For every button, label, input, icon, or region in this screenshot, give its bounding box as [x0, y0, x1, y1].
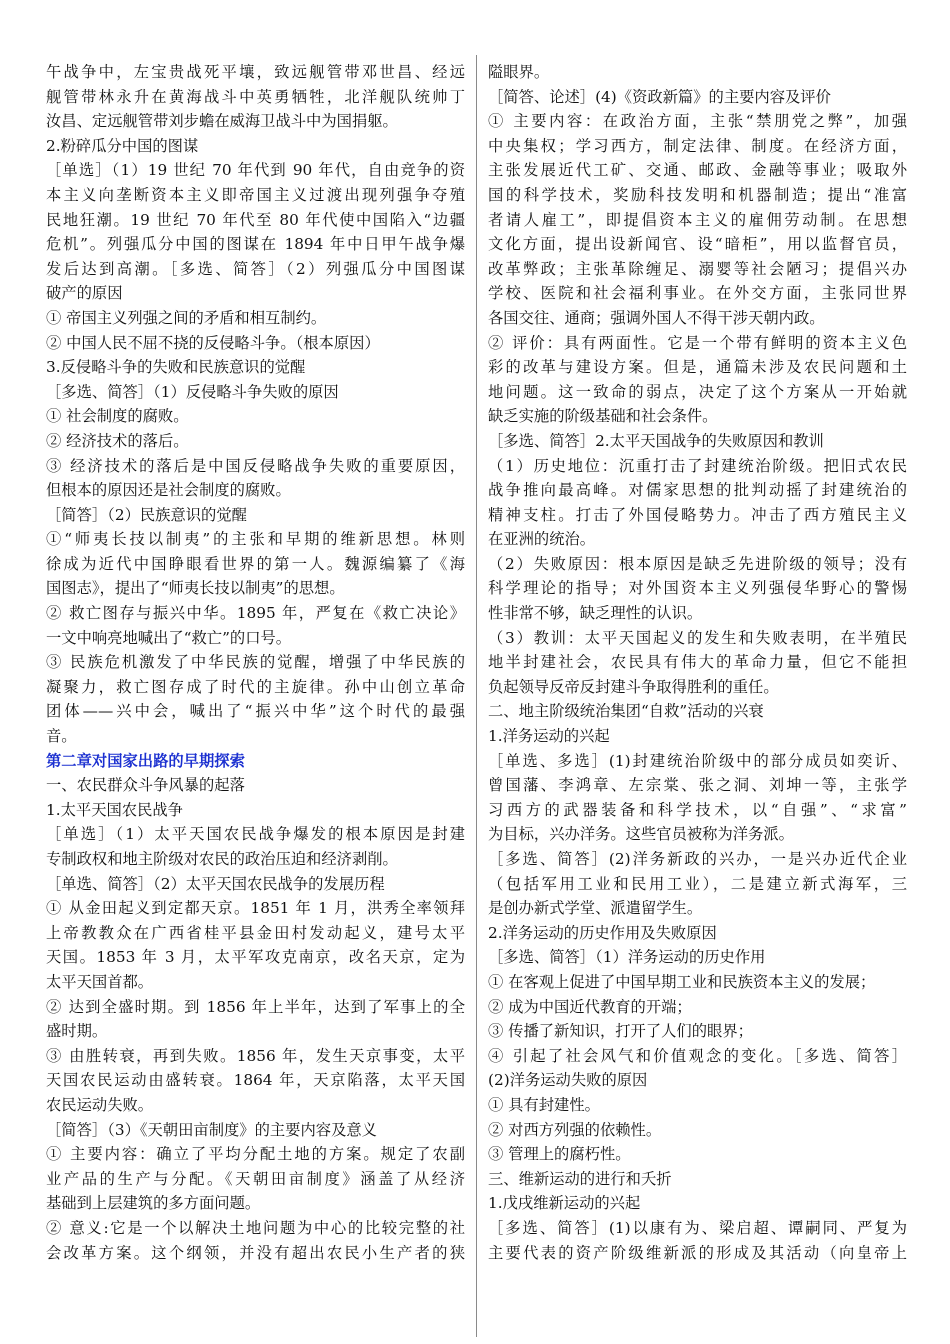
text-line: 本主义向垄断资本主义即帝国主义过渡出现列强争夺殖 — [46, 185, 465, 204]
text-line: 汝昌、定远舰管带刘步蟾在威海卫战斗中为国捐躯。 — [46, 112, 398, 131]
text-line: 地半封建社会，农民具有伟大的革命力量，但它不能担 — [488, 653, 907, 672]
text-line: 太平天国首都。 — [46, 972, 154, 991]
text-line: 舰管带林永升在黄海战斗中英勇牺牲，北洋舰队统帅丁 — [46, 87, 465, 106]
text-line: 地问题。这一致命的弱点，决定了这个方案从一开始就 — [488, 382, 907, 401]
text-line: 战争推向最高峰。对儒家思想的批判动摇了封建统治的 — [488, 481, 907, 500]
text-line: 文化方面，提出设新闻官、设“暗柜”，用以监督官员， — [488, 235, 907, 254]
text-line: 国图志》，提出了“师夷长技以制夷”的思想。 — [46, 579, 345, 598]
text-line: ④ 引起了社会风气和价值观念的变化。［多选、简答］ — [488, 1046, 907, 1065]
text-line: ② 救亡图存与振兴中华。1895 年，严复在《救亡决论》 — [46, 604, 465, 623]
text-line: 彩的改革与建设方案。但是，通篇未涉及农民问题和土 — [488, 358, 907, 377]
text-line: ② 意义:它是一个以解决土地问题为中心的比较完整的社 — [46, 1218, 465, 1237]
text-line: ① 帝国主义列强之间的矛盾和相互制约。 — [46, 308, 327, 327]
text-line: 发后达到高潮。［多选、简答］（2）列强瓜分中国图谋 — [46, 259, 465, 278]
text-line: 精神支柱。打击了外国侵略势力。冲击了西方殖民主义 — [488, 505, 907, 524]
text-line: 团体——兴中会，喊出了“振兴中华”这个时代的最强 — [46, 702, 465, 721]
text-line: ①“师夷长技以制夷”的主张和早期的维新思想。林则 — [46, 530, 465, 549]
text-line: 主张发展近代工矿、交通、邮政、金融等事业；吸取外 — [488, 161, 907, 180]
text-line: 学校、医院和社会福利事业。在外交方面，主张同世界 — [488, 284, 907, 303]
text-line: 各国交往、通商；强调外国人不得干涉天朝内政。 — [488, 308, 825, 327]
text-line: 破产的原因 — [46, 284, 123, 303]
text-line: 天国农民运动由盛转衰。1864 年，天京陷落，太平天国 — [46, 1071, 465, 1090]
text-line: 二、地主阶级统治集团“自救”活动的兴衰 — [488, 702, 764, 721]
text-line: （1）历史地位：沉重打击了封建统治阶级。把旧式农民 — [488, 456, 907, 475]
text-line: 隘眼界。 — [488, 63, 550, 81]
text-line: 危机”。列强瓜分中国的图谋在 1894 年中日甲午战争爆 — [46, 235, 465, 254]
text-line: （2）失败原因：根本原因是缺乏先进阶级的领导；没有 — [488, 554, 907, 573]
text-line: 国的科学技术，奖励科技发明和机器制造；提出“准富 — [488, 185, 907, 204]
text-line: 基础到上层建筑的多方面问题。 — [46, 1194, 261, 1213]
text-line: ② 中国人民不屈不挠的反侵略斗争。（根本原因） — [46, 333, 380, 352]
text-line: 一、农民群众斗争风暴的起落 — [46, 776, 245, 795]
text-line: 曾国藩、李鸿章、左宗棠、张之洞、刘坤一等，主张学 — [488, 776, 907, 795]
text-line: ① 主要内容：确立了平均分配土地的方案。规定了农副 — [46, 1145, 465, 1164]
text-line: ① 主要内容：在政治方面，主张“禁朋党之弊”，加强 — [488, 112, 907, 131]
text-line: ③ 由胜转衰，再到失败。1856 年，发生天京事变，太平 — [46, 1046, 465, 1065]
text-line: 农民运动失败。 — [46, 1095, 154, 1114]
text-line: 2.洋务运动的历史作用及失败原因 — [488, 923, 717, 942]
text-line: ③ 传播了新知识，打开了人们的眼界； — [488, 1022, 753, 1041]
text-line: 民地狂潮。19 世纪 70 年代至 80 年代使中国陷入“边疆 — [46, 210, 465, 229]
text-line: ［单选、多选］(1)封建统治阶级中的部分成员如奕䜣、 — [488, 751, 907, 770]
text-line: ③ 管理上的腐朽性。 — [488, 1145, 631, 1164]
text-line: 主要代表的资产阶级维新派的形成及其活动（向皇帝上 — [488, 1243, 907, 1262]
text-line: 中央集权；学习西方，制定法律、制度。在经济方面， — [488, 136, 907, 155]
text-line: ③ 民族危机激发了中华民族的觉醒，增强了中华民族的 — [46, 653, 465, 672]
text-line: 缺乏实施的阶级基础和社会条件。 — [488, 407, 718, 426]
text-line: 专制政权和地主阶级对农民的政治压迫和经济剥削。 — [46, 850, 398, 868]
text-line: ① 在客观上促进了中国早期工业和民族资本主义的发展； — [488, 972, 876, 991]
text-line: ［多选、简答］（1）反侵略斗争失败的原因 — [46, 382, 339, 401]
text-line: 上帝教教众在广西省桂平县金田村发动起义，建号太平 — [46, 923, 465, 942]
text-line: 但根本的原因还是社会制度的腐败。 — [46, 481, 291, 500]
text-line: 音。 — [46, 727, 77, 746]
text-line: （3）教训：太平天国起义的发生和失败表明，在半殖民 — [488, 628, 907, 647]
text-line: ［简答］（3）《天朝田亩制度》的主要内容及意义 — [46, 1120, 377, 1139]
text-line: 天国。1853 年 3 月，太平军攻克南京，改名天京，定为 — [46, 948, 465, 967]
left-column — [46, 60, 465, 1265]
text-line: 徐成为近代中国睁眼看世界的第一人。魏源编纂了《海 — [46, 554, 465, 573]
text-line: 科学理论的指导；对外国资本主义列强侵华野心的警惕 — [488, 579, 907, 598]
text-line: 在亚洲的统治。 — [488, 530, 596, 549]
text-line: 为目标，兴办洋务。这些官员被称为洋务派。 — [488, 825, 794, 844]
text-line: ② 对西方列强的依赖性。 — [488, 1120, 662, 1139]
chapter-heading: 第二章对国家出路的早期探索 — [46, 751, 245, 770]
text-line: ① 社会制度的腐败。 — [46, 407, 189, 426]
text-line: 业产品的生产与分配。《天朝田亩制度》涵盖了从经济 — [46, 1169, 465, 1188]
text-line: 午战争中，左宝贵战死平壤，致远舰管带邓世昌、经远 — [46, 63, 465, 81]
right-column — [488, 60, 907, 1265]
text-line: ［多选、简答］2.太平天国战争的失败原因和教训 — [488, 431, 824, 450]
text-line: 负起领导反帝反封建斗争取得胜利的重任。 — [488, 677, 779, 696]
text-line: ② 经济技术的落后。 — [46, 431, 189, 450]
text-line: ［单选］（1）太平天国农民战争爆发的根本原因是封建 — [46, 825, 465, 844]
text-line: 1.洋务运动的兴起 — [488, 727, 610, 746]
text-line: 性非常不够，缺乏理性的认识。 — [488, 604, 703, 623]
text-line: 2.粉碎瓜分中国的图谋 — [46, 136, 199, 155]
text-line: (2)洋务运动失败的原因 — [488, 1071, 648, 1090]
text-line: 者请人雇工”，即提倡资本主义的雇佣劳动制。在思想 — [488, 210, 907, 229]
text-line: ① 具有封建性。 — [488, 1095, 600, 1114]
text-line: （包括军用工业和民用工业），二是建立新式海军，三 — [488, 874, 907, 893]
text-line: 1.戊戌维新运动的兴起 — [488, 1194, 641, 1213]
text-line: 一文中响亮地喊出了“救亡”的口号。 — [46, 628, 292, 647]
text-line: 会改革方案。这个纲领，并没有超出农民小生产者的狭 — [46, 1243, 465, 1262]
text-line: ［单选］（1）19 世纪 70 年代到 90 年代，自由竞争的资 — [46, 161, 465, 180]
text-line: 3.反侵略斗争的失败和民族意识的觉醒 — [46, 358, 306, 377]
text-line: ［简答］（2）民族意识的觉醒 — [46, 505, 247, 524]
text-line: ② 成为中国近代教育的开端； — [488, 997, 692, 1016]
text-line: 三、维新运动的进行和夭折 — [488, 1169, 672, 1188]
text-line: ① 从金田起义到定都天京。1851 年 1 月，洪秀全率领拜 — [46, 899, 465, 918]
text-line: ② 达到全盛时期。到 1856 年上半年，达到了军事上的全 — [46, 997, 465, 1016]
text-line: 改革弊政；主张革除缠足、溺婴等社会陋习；提倡兴办 — [488, 259, 907, 278]
text-line: ［单选、简答］（2）太平天国农民战争的发展历程 — [46, 874, 385, 893]
text-line: 盛时期。 — [46, 1022, 108, 1041]
text-line: ［多选、简答］(1)以康有为、梁启超、谭嗣同、严复为 — [488, 1218, 907, 1237]
text-line: ② 评价：具有两面性。它是一个带有鲜明的资本主义色 — [488, 333, 907, 352]
text-line: 1.太平天国农民战争 — [46, 800, 183, 819]
text-line: 凝聚力，救亡图存成了时代的主旋律。孙中山创立革命 — [46, 677, 465, 696]
text-line: ［多选、简答］(2)洋务新政的兴办，一是兴办近代企业 — [488, 850, 907, 868]
text-line: 是创办新式学堂、派遣留学生。 — [488, 899, 703, 918]
text-line: 习西方的武器装备和科学技术，以“自强”、“求富” — [488, 800, 907, 819]
text-line: ［简答、论述］(4)《资政新篇》的主要内容及评价 — [488, 87, 831, 106]
text-line: ［多选、简答］（1）洋务运动的历史作用 — [488, 948, 766, 967]
text-line: ③ 经济技术的落后是中国反侵略战争失败的重要原因， — [46, 456, 465, 475]
column-divider — [476, 55, 477, 1337]
